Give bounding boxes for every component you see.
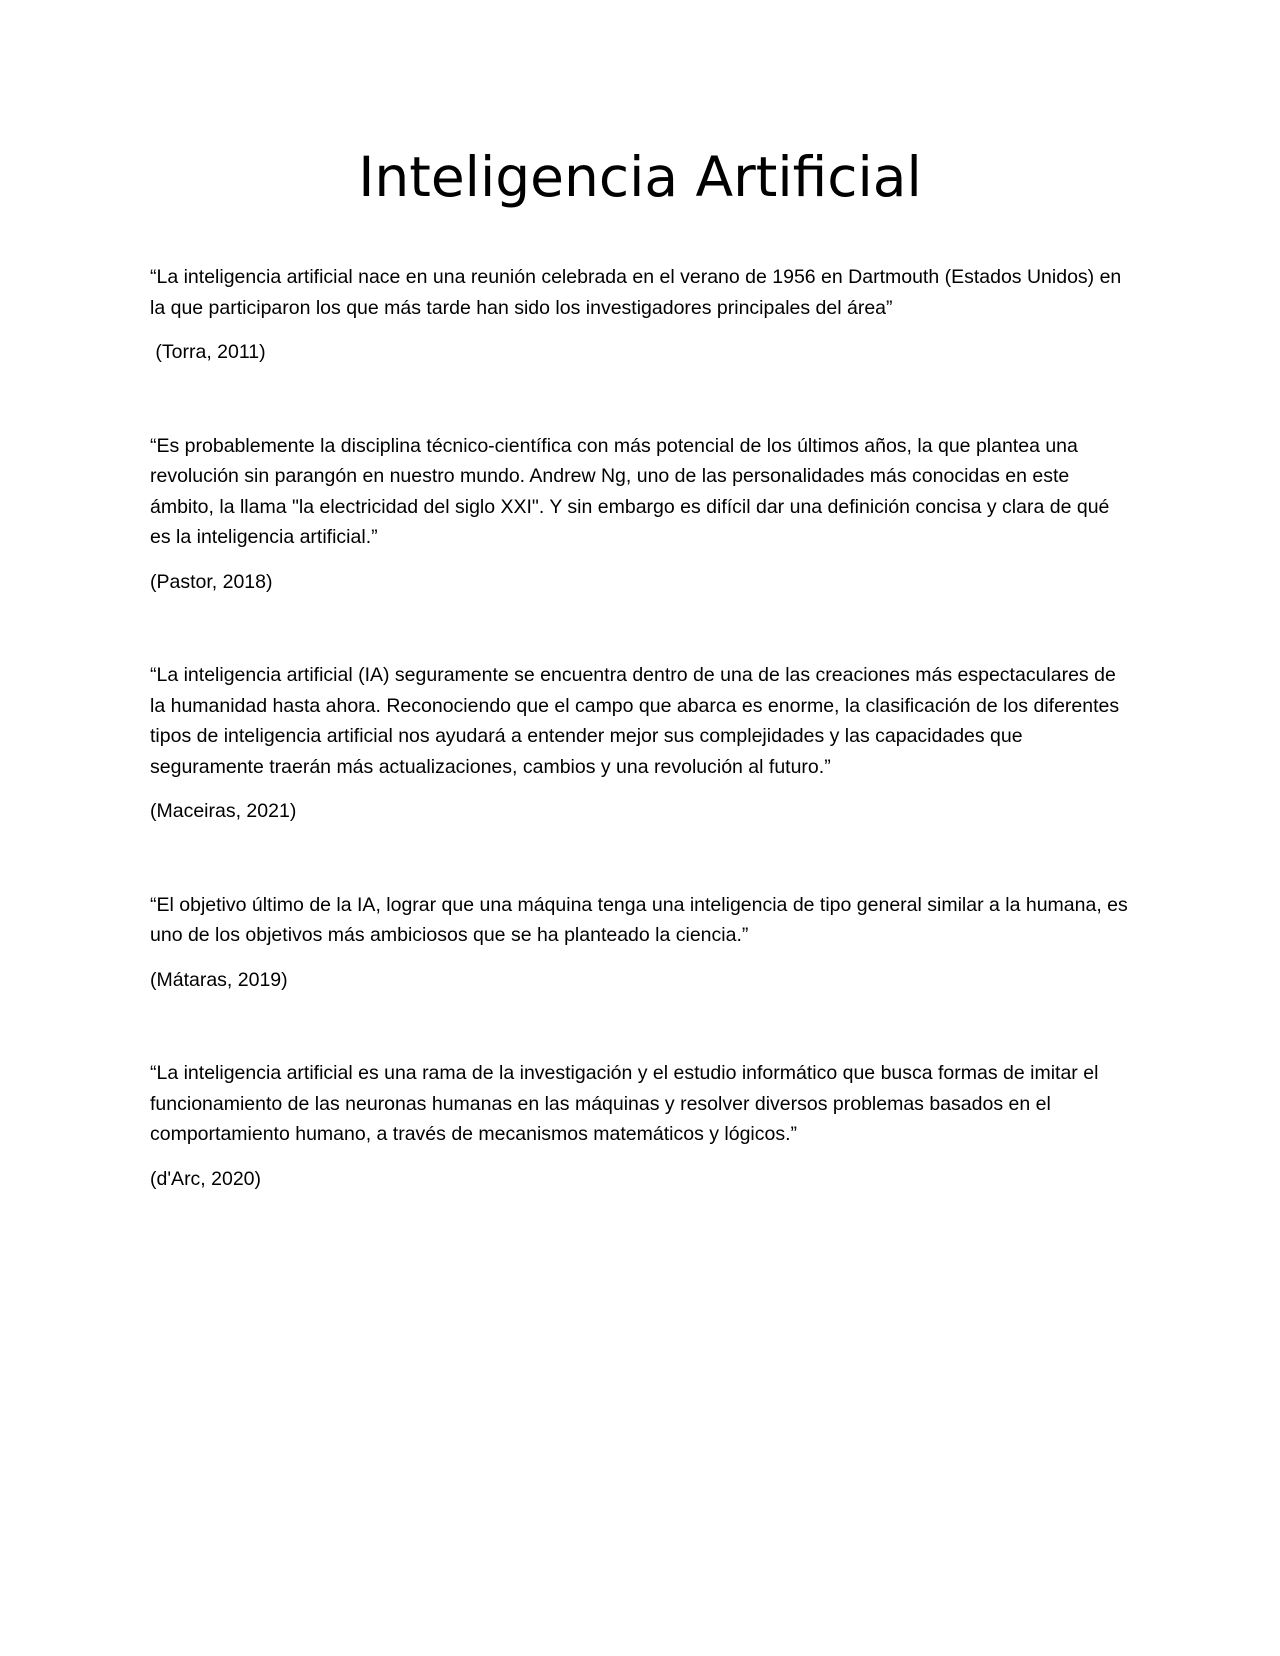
quote-text: “La inteligencia artificial es una rama de la investigación y el estudio informático que busca formas de imitar el funcionamiento de las neuronas humanas en las máquinas y resolver diversos problemas basados en el comportamiento humano, a través de mecanismos matemáticos y lógicos.” <box>150 1062 1099 1145</box>
quote-text: “La inteligencia artificial nace en una reunión celebrada en el verano de 1956 en Dartmouth (Estados Unidos) en la que participaron los que más tarde han sido los investigadores principales del área” <box>150 266 1122 319</box>
quote-text: “La inteligencia artificial (IA) seguramente se encuentra dentro de una de las creaciones más espectaculares de la humanidad hasta ahora. Reconociendo que el campo que abarca es enorme, la clasificación de los diferentes tipos de inteligencia artificial nos ayudará a entender mejor sus complejidades y las capacidades que seguramente traerán más actualizaciones, cambios y una revolución al futuro.” <box>150 664 1120 778</box>
document-title: Inteligencia Artificial <box>358 145 922 209</box>
quote-entry <box>150 431 1130 598</box>
quote-entry <box>150 890 1130 996</box>
quote-entry <box>150 1058 1130 1194</box>
quote-text: “Es probablemente la disciplina técnico-científica con más potencial de los últimos años, la que plantea una revolución sin parangón en nuestro mundo. Andrew Ng, uno de las personalidades más conocidas en este ámbito, la llama "la electricidad del siglo XXI". Y sin embargo es difícil dar una definición concisa y clara de qué es la inteligencia artificial.” <box>150 434 1110 548</box>
quote-entry <box>150 660 1130 827</box>
citation: (Torra, 2011) <box>150 341 266 363</box>
citation: (Pastor, 2018) <box>150 570 273 593</box>
quote-text: “El objetivo último de la IA, lograr que una máquina tenga una inteligencia de tipo general similar a la humana, es uno de los objetivos más ambiciosos que se ha planteado la ciencia.” <box>150 893 1128 946</box>
document-body <box>150 262 1130 1257</box>
citation: (Mátaras, 2019) <box>150 968 288 991</box>
citation: (d'Arc, 2020) <box>150 1167 262 1190</box>
citation: (Maceiras, 2021) <box>150 800 297 822</box>
quote-entry <box>150 262 1130 368</box>
